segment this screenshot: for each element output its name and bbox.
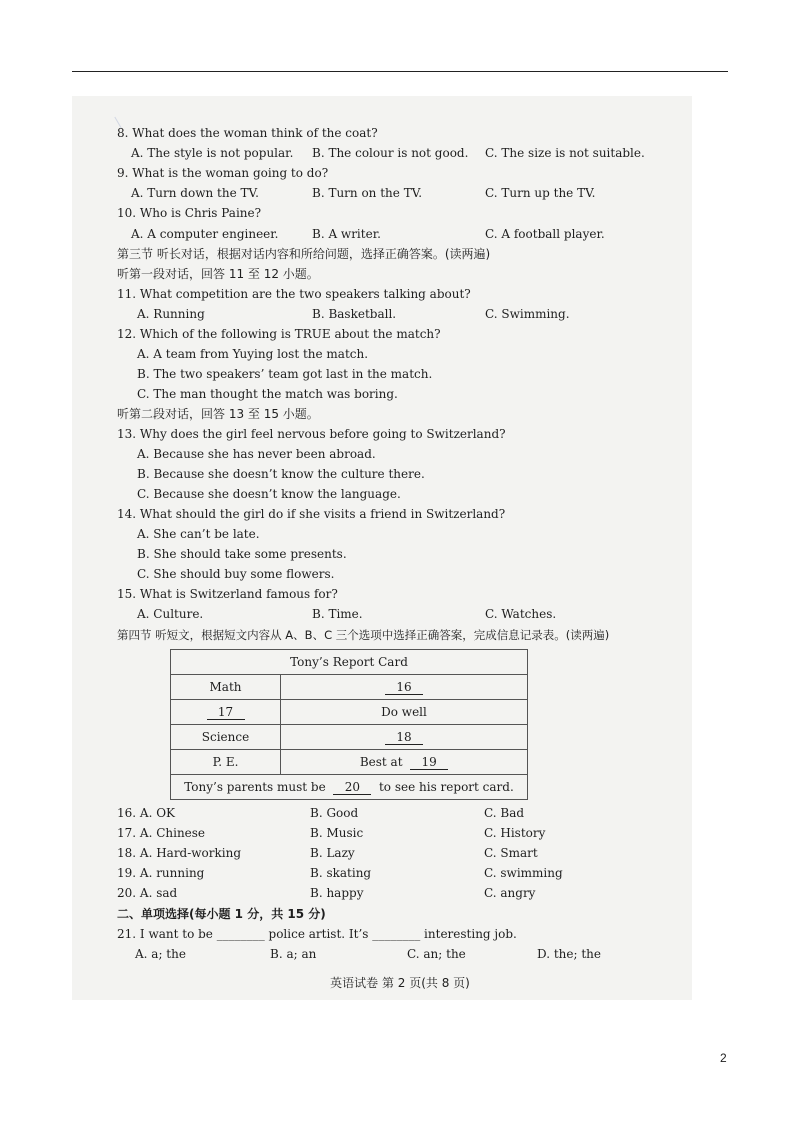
q14-option-b: B. She should take some presents. [137,547,347,561]
blank-20: 20 [333,780,371,795]
q13-option-c: C. Because she doesn’t know the language. [137,487,401,501]
subject-pe: P. E. [171,750,281,775]
best-at-label: Best at [359,754,403,769]
grade-do-well: Do well [281,700,528,725]
q21-option-d: D. the; the [537,947,601,961]
q15-option-a: A. Culture. [137,607,204,621]
blank-17: 17 [207,705,245,720]
q11-option-a: A. Running [137,307,205,321]
report-card-table [170,649,528,800]
q11-option-c: C. Swimming. [485,307,570,321]
q16-option-a: 16. A. OK [117,806,175,820]
q13-option-a: A. Because she has never been abroad. [137,447,376,461]
part-2-title: 二、单项选择(每小题 1 分，共 15 分) [117,907,326,921]
q15-option-c: C. Watches. [485,607,557,621]
q10-option-c: C. A football player. [485,227,605,241]
q14-option-a: A. She can’t be late. [137,527,260,541]
q16-option-c: C. Bad [484,806,525,820]
question-21: 21. I want to be ________ police artist. It’s ________ interesting job. [117,927,517,941]
q16-option-b: B. Good [310,806,359,820]
report-row-pe [171,750,528,775]
q13-option-b: B. Because she doesn’t know the culture there. [137,467,425,481]
q9-option-b: B. Turn on the TV. [312,186,423,200]
report-row-bottom [171,775,528,800]
q17-option-c: C. History [484,826,546,840]
q18-option-c: C. Smart [484,846,538,860]
q20-option-a: 20. A. sad [117,886,178,900]
q10-option-a: A. A computer engineer. [131,227,279,241]
question-14: 14. What should the girl do if she visits a friend in Switzerland? [117,507,506,521]
q18-option-a: 18. A. Hard-working [117,846,242,860]
q20-option-c: C. angry [484,886,536,900]
section-4-title: 第四节 听短文，根据短文内容从 A、B、C 三个选项中选择正确答案，完成信息记录表。(读两遍) [117,628,610,642]
q19-option-b: B. skating [310,866,372,880]
q18-option-b: B. Lazy [310,846,355,860]
question-12: 12. Which of the following is TRUE about the match? [117,327,441,341]
question-8: 8. What does the woman think of the coat? [117,126,378,140]
report-card-title: Tony’s Report Card [171,650,528,675]
q8-option-a: A. The style is not popular. [131,146,294,160]
report-row-science [171,725,528,750]
q10-option-b: B. A writer. [312,227,381,241]
section-3-part-2: 听第二段对话，回答 13 至 15 小题。 [117,407,319,421]
question-15: 15. What is Switzerland famous for? [117,587,338,601]
section-3-title: 第三节 听长对话，根据对话内容和所给问题，选择正确答案。(读两遍) [117,247,491,261]
q9-option-a: A. Turn down the TV. [131,186,259,200]
q21-option-b: B. a; an [270,947,317,961]
q21-option-c: C. an; the [407,947,466,961]
question-13: 13. Why does the girl feel nervous before going to Switzerland? [117,427,506,441]
section-3-part-1: 听第一段对话，回答 11 至 12 小题。 [117,267,319,281]
q19-option-c: C. swimming [484,866,563,880]
question-11: 11. What competition are the two speakers talking about? [117,287,471,301]
q21-option-a: A. a; the [135,947,186,961]
q20-option-b: B. happy [310,886,364,900]
question-9: 9. What is the woman going to do? [117,166,329,180]
subject-science: Science [171,725,281,750]
blank-16: 16 [385,680,423,695]
q9-option-c: C. Turn up the TV. [485,186,596,200]
q17-option-b: B. Music [310,826,364,840]
question-10: 10. Who is Chris Paine? [117,206,262,220]
report-row-math [171,675,528,700]
report-row-17 [171,700,528,725]
page-number: 2 [720,1051,727,1065]
parents-prefix: Tony’s parents must be [184,779,326,794]
blank-18: 18 [385,730,423,745]
q17-option-a: 17. A. Chinese [117,826,206,840]
q12-option-b: B. The two speakers’ team got last in the match. [137,367,433,381]
q19-option-a: 19. A. running [117,866,205,880]
q11-option-b: B. Basketball. [312,307,397,321]
q8-option-b: B. The colour is not good. [312,146,469,160]
q14-option-c: C. She should buy some flowers. [137,567,335,581]
page-footer: 英语试卷 第 2 页(共 8 页) [330,976,470,990]
blank-19: 19 [410,755,448,770]
q12-option-c: C. The man thought the match was boring. [137,387,398,401]
q15-option-b: B. Time. [312,607,363,621]
q12-option-a: A. A team from Yuying lost the match. [137,347,369,361]
q8-option-c: C. The size is not suitable. [485,146,645,160]
parents-suffix: to see his report card. [378,779,514,794]
subject-math: Math [171,675,281,700]
